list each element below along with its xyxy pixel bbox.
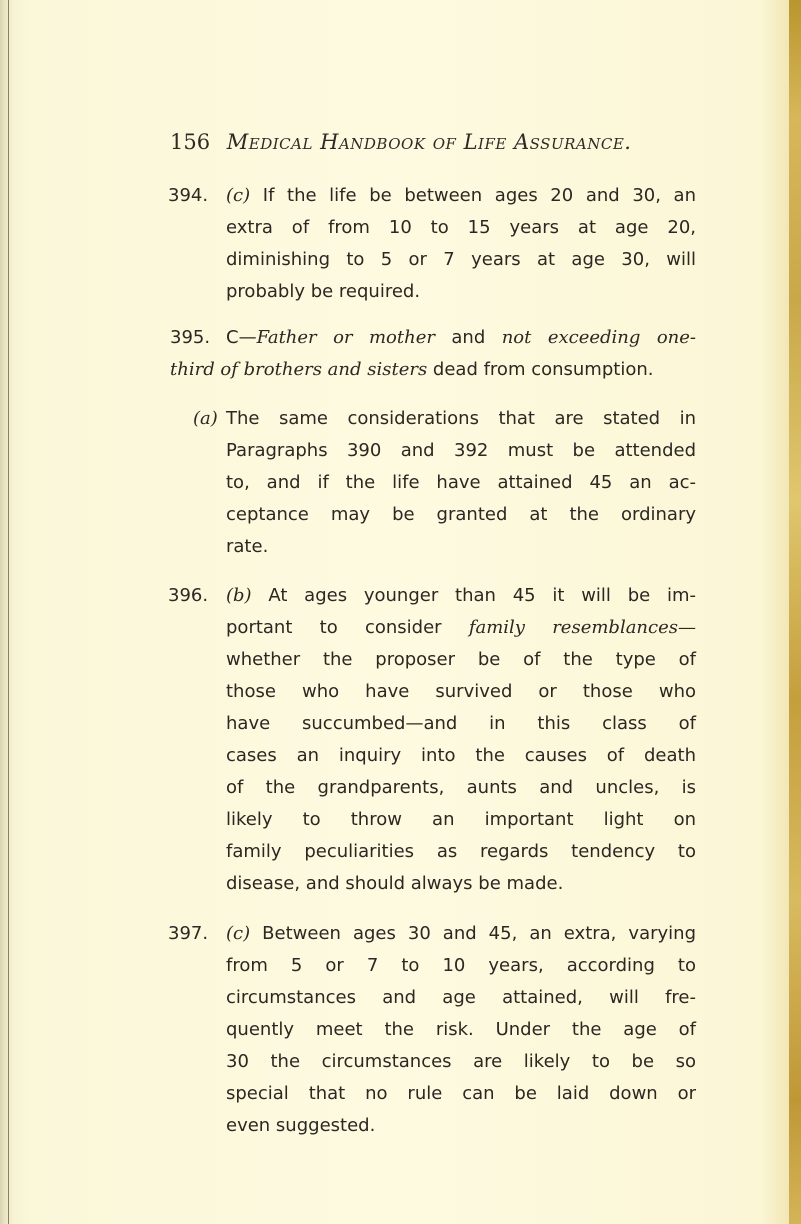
paragraph-number: 397. [168, 923, 209, 944]
text-line: disease, and should always be made. [226, 873, 564, 894]
text-segment: and [434, 327, 502, 348]
text-line [226, 918, 696, 950]
clause-marker [193, 403, 218, 435]
paragraph-number: 396. [168, 585, 209, 606]
text-line: Paragraphs 390 and 392 must be attended [226, 440, 696, 461]
text-line: from 5 or 7 to 10 years, according to [226, 955, 696, 976]
italic-text: family resemblances— [468, 617, 696, 638]
paragraph-394 [168, 180, 696, 308]
text-line: to, and if the life have attained 45 an ac- [226, 472, 696, 493]
italic-text: third of brothers and sisters [170, 359, 428, 380]
text-line: special that no rule can be laid down or [226, 1083, 696, 1104]
italic-text: Father or mother [256, 327, 435, 348]
text-segment: At ages younger than 45 it will be im- [268, 585, 696, 606]
text-line: family peculiarities as regards tendency to [226, 841, 696, 862]
text-line: even suggested. [226, 1115, 376, 1136]
paragraph-number: 395. [170, 327, 211, 348]
text-line: rate. [226, 536, 269, 557]
clause-marker: (c) [226, 923, 251, 944]
text-line: circumstances and age attained, will fre- [226, 987, 696, 1008]
text-line: whether the proposer be of the type of [226, 649, 696, 670]
text-segment: If the life be between ages 20 and 30, an [262, 185, 696, 206]
page-number: 156 [170, 130, 211, 154]
text-line: diminishing to 5 or 7 years at age 30, will [226, 249, 696, 270]
text-line: likely to throw an important light on [226, 809, 696, 830]
text-line: ceptance may be granted at the ordinary [226, 504, 696, 525]
text-line: probably be required. [226, 281, 421, 302]
text-segment: Between ages 30 and 45, an extra, varying [262, 923, 696, 944]
text-line: cases an inquiry into the causes of death [226, 745, 696, 766]
paragraph-395a [193, 403, 696, 563]
running-header [170, 130, 730, 154]
text-line: have succumbed—and in this class of [226, 713, 696, 734]
text-line [226, 612, 696, 644]
text-line [226, 580, 696, 612]
text-line: of the grandparents, aunts and uncles, is [226, 777, 696, 798]
section-letter: C— [226, 327, 257, 348]
marker-text: (a) [193, 408, 218, 429]
text-line [226, 180, 696, 212]
text-line [170, 354, 696, 386]
text-segment: dead from consumption. [427, 359, 654, 380]
clause-marker: (b) [226, 585, 252, 606]
text-segment: portant to consider [226, 617, 469, 638]
text-line: those who have survived or those who [226, 681, 696, 702]
running-title: Medical Handbook of Life Assurance. [226, 130, 632, 154]
text-line: quently meet the risk. Under the age of [226, 1019, 696, 1040]
italic-text: not exceeding one- [501, 327, 697, 348]
text-line [170, 322, 696, 354]
text-line: extra of from 10 to 15 years at age 20, [226, 217, 696, 238]
text-line: The same considerations that are stated in [226, 408, 696, 429]
text-line: 30 the circumstances are likely to be so [226, 1051, 696, 1072]
paragraph-396 [168, 580, 696, 900]
paragraph-395 [170, 322, 696, 386]
clause-marker: (c) [226, 185, 251, 206]
paragraph-number: 394. [168, 185, 209, 206]
paragraph-397 [168, 918, 696, 1142]
page-gutter-edge [0, 0, 14, 1224]
page-gilt-edge [789, 0, 801, 1224]
